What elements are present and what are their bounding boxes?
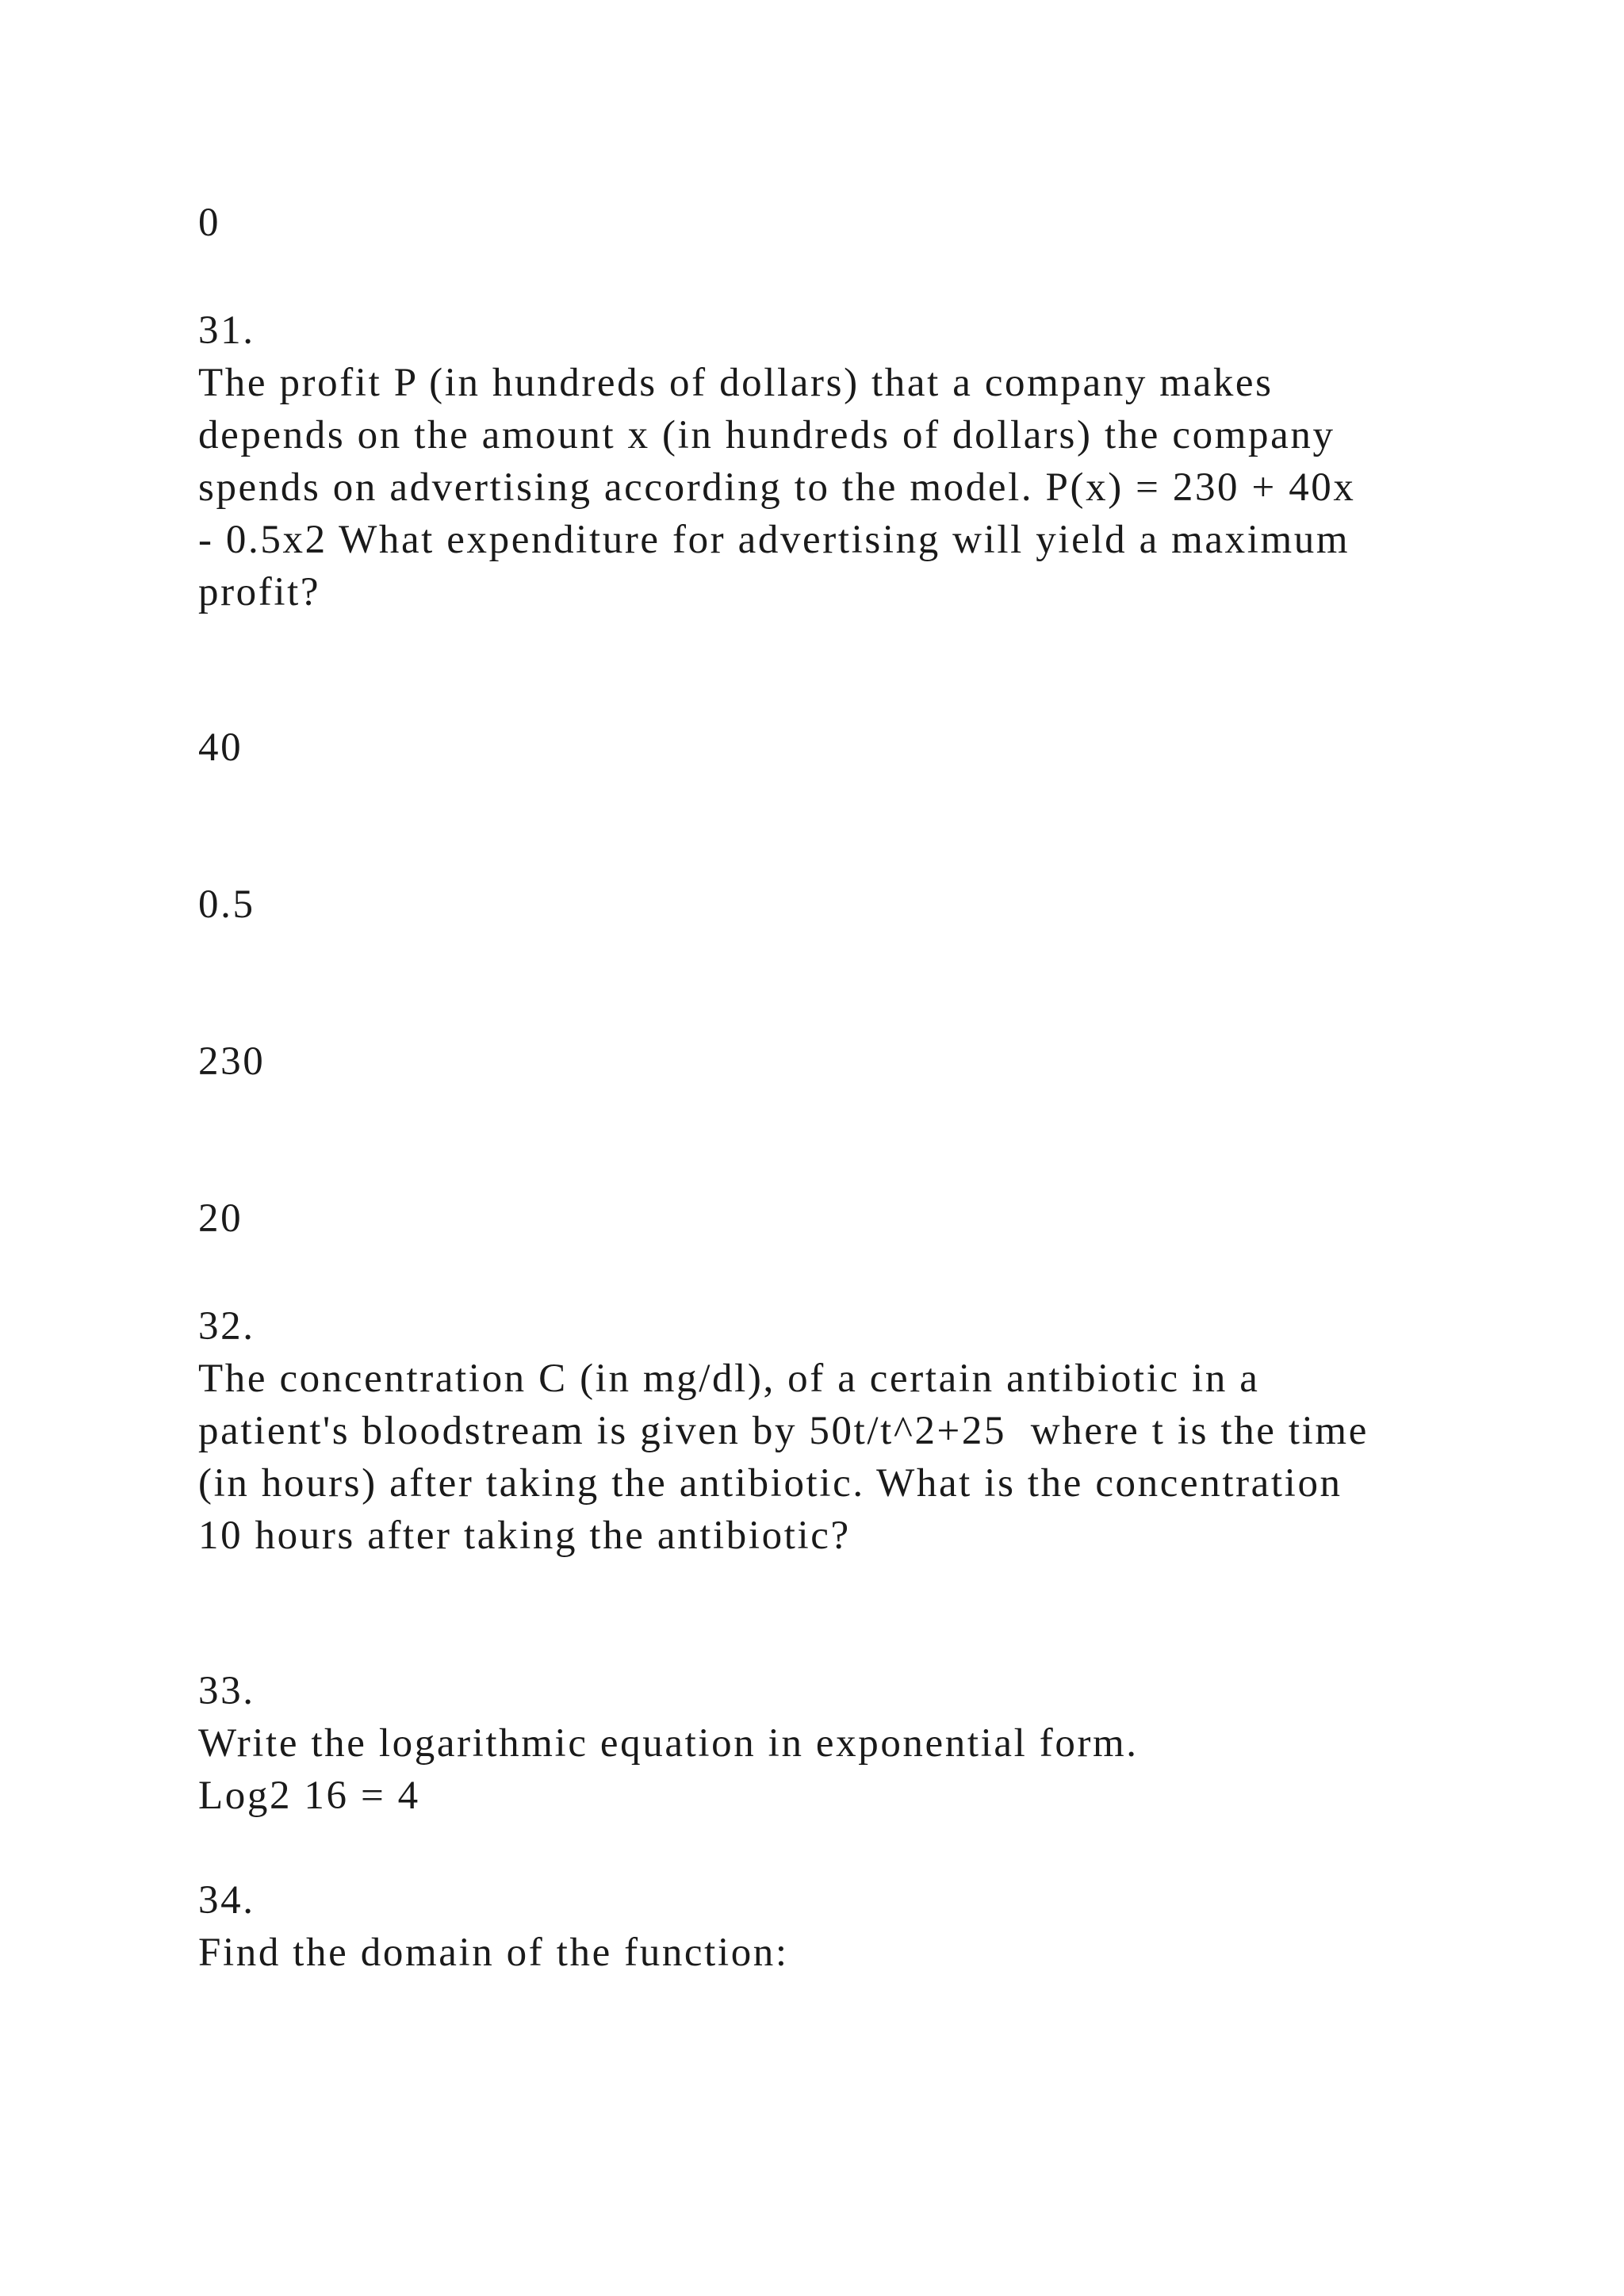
question-31-text-line: profit?	[198, 570, 321, 614]
question-34-text-line: Find the domain of the function:	[198, 1931, 789, 1975]
question-31-text-line: The profit P (in hundreds of dollars) that a company makes	[198, 361, 1274, 405]
question-34-number: 34.	[198, 1878, 255, 1923]
question-31-text-line: spends on advertising according to the model. P(x) = 230 + 40x	[198, 465, 1356, 510]
question-32-text-line: patient's bloodstream is given by 50t/t^2+25 where t is the time	[198, 1409, 1369, 1453]
question-31-text-line: - 0.5x2 What expenditure for advertising will yield a maximum	[198, 518, 1350, 562]
question-31-option: 0.5	[198, 882, 255, 927]
question-32-number: 32.	[198, 1304, 255, 1349]
question-33-text-line: Write the logarithmic equation in exponential form.	[198, 1721, 1139, 1766]
question-32-text-line: The concentration C (in mg/dl), of a certain antibiotic in a	[198, 1357, 1260, 1401]
question-31-option: 230	[198, 1039, 266, 1084]
question-33-number: 33.	[198, 1669, 255, 1713]
question-31-number: 31.	[198, 308, 255, 353]
question-31-text-line: depends on the amount x (in hundreds of dollars) the company	[198, 413, 1335, 457]
question-31-option: 20	[198, 1196, 243, 1241]
question-31-option: 40	[198, 725, 243, 770]
question-32-text-line: (in hours) after taking the antibiotic. What is the concentration	[198, 1461, 1342, 1506]
top-value: 0	[198, 201, 221, 245]
question-32-text-line: 10 hours after taking the antibiotic?	[198, 1513, 851, 1558]
question-33-text-line: Log2 16 = 4	[198, 1774, 420, 1818]
